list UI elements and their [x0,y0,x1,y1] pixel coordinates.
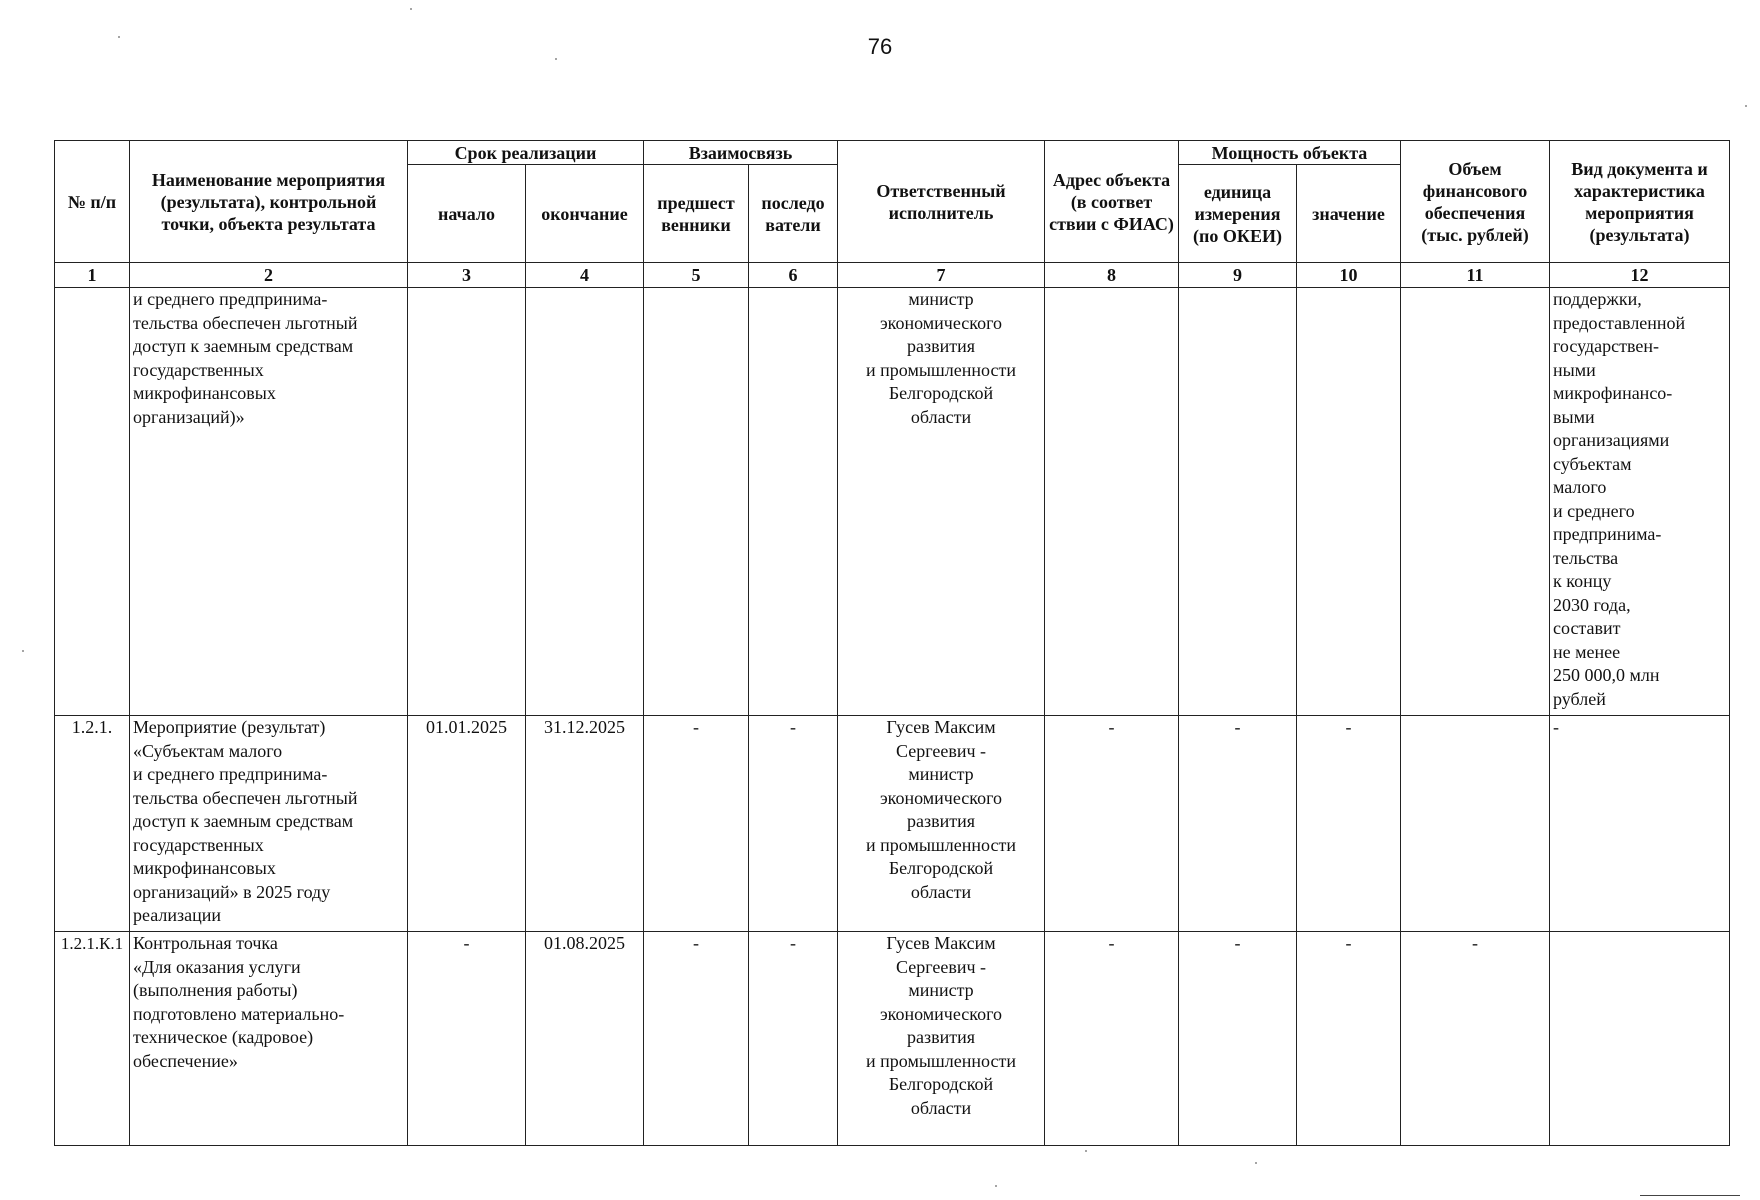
cell-address: - [1045,716,1179,932]
header-end: окончание [526,165,644,263]
scan-speck [1085,1150,1087,1152]
cell-responsible: министр экономического развития и промышленности Белгородской области [838,288,1045,716]
cell-successors [749,288,838,716]
cell-start: - [408,932,526,1146]
cell-predecessors [644,288,749,716]
header-unit: единица измерения (по ОКЕИ) [1179,165,1297,263]
column-number: 7 [838,263,1045,288]
cell-name: Мероприятие (результат) «Субъектам малого и среднего предпринима- тельства обеспечен льготный доступ к заемным средствам государственных микрофинансовых организаций» в 2025 году реализации [130,716,408,932]
header-name: Наименование мероприятия (результата), контрольной точки, объекта результата [130,141,408,263]
header-group-link: Взаимосвязь [644,141,838,165]
table-row [55,716,1730,932]
scan-speck [118,36,120,38]
cell-financing [1401,716,1550,932]
cell-predecessors: - [644,932,749,1146]
cell-unit: - [1179,932,1297,1146]
cell-address [1045,288,1179,716]
cell-successors: - [749,716,838,932]
header-start: начало [408,165,526,263]
cell-name: и среднего предпринима- тельства обеспечен льготный доступ к заемным средствам государственных микрофинансовых организаций)» [130,288,408,716]
column-number: 2 [130,263,408,288]
cell-num: 1.2.1. [55,716,130,932]
cell-value [1297,288,1401,716]
column-number: 12 [1550,263,1730,288]
header-document: Вид документа и характеристика мероприятия (результата) [1550,141,1730,263]
cell-start [408,288,526,716]
header-group-power: Мощность объекта [1179,141,1401,165]
header-group-term: Срок реализации [408,141,644,165]
header-predecessors: предшест венники [644,165,749,263]
cell-num [55,288,130,716]
cell-end: 01.08.2025 [526,932,644,1146]
cell-end: 31.12.2025 [526,716,644,932]
page-number: 76 [867,34,893,59]
cell-responsible: Гусев Максим Сергеевич - министр экономического развития и промышленности Белгородской области [838,716,1045,932]
cell-predecessors: - [644,716,749,932]
cell-document [1550,932,1730,1146]
cell-unit: - [1179,716,1297,932]
cell-document: - [1550,716,1730,932]
column-number: 11 [1401,263,1550,288]
column-number: 1 [55,263,130,288]
table-row [55,932,1730,1146]
cell-unit [1179,288,1297,716]
scan-speck [1745,105,1747,107]
header-address: Адрес объекта (в соответ ствии с ФИАС) [1045,141,1179,263]
activities-table [54,140,1730,1146]
cell-num: 1.2.1.К.1 [55,932,130,1146]
column-number: 5 [644,263,749,288]
cell-address: - [1045,932,1179,1146]
header-financing: Объем финансового обеспечения (тыс. рублей) [1401,141,1550,263]
cell-responsible: Гусев Максим Сергеевич - министр экономического развития и промышленности Белгородской области [838,932,1045,1146]
table-row [55,288,1730,716]
cell-name: Контрольная точка «Для оказания услуги (выполнения работы) подготовлено материально- техническое (кадровое) обеспечение» [130,932,408,1146]
scan-speck [995,1185,997,1187]
cell-successors: - [749,932,838,1146]
cell-financing [1401,288,1550,716]
column-number: 10 [1297,263,1401,288]
cell-value: - [1297,716,1401,932]
column-number: 4 [526,263,644,288]
cell-start: 01.01.2025 [408,716,526,932]
cell-value: - [1297,932,1401,1146]
scan-edge-line [1640,1195,1740,1196]
column-number: 9 [1179,263,1297,288]
header-successors: последо ватели [749,165,838,263]
cell-document: поддержки, предоставленной государствен- ными микрофинансо- выми организациями субъектам малого и среднего предпринима- тельства к концу 2030 года, составит не менее 250 000,0 млн рублей [1550,288,1730,716]
cell-financing: - [1401,932,1550,1146]
scan-speck [555,58,557,60]
header-value: значение [1297,165,1401,263]
column-number: 8 [1045,263,1179,288]
header-responsible: Ответственный исполнитель [838,141,1045,263]
scan-speck [22,650,24,652]
header-num: № п/п [55,141,130,263]
scan-speck [1255,1162,1257,1164]
column-number: 6 [749,263,838,288]
cell-end [526,288,644,716]
column-number-row [55,263,1730,288]
column-number: 3 [408,263,526,288]
scan-speck [410,8,412,10]
